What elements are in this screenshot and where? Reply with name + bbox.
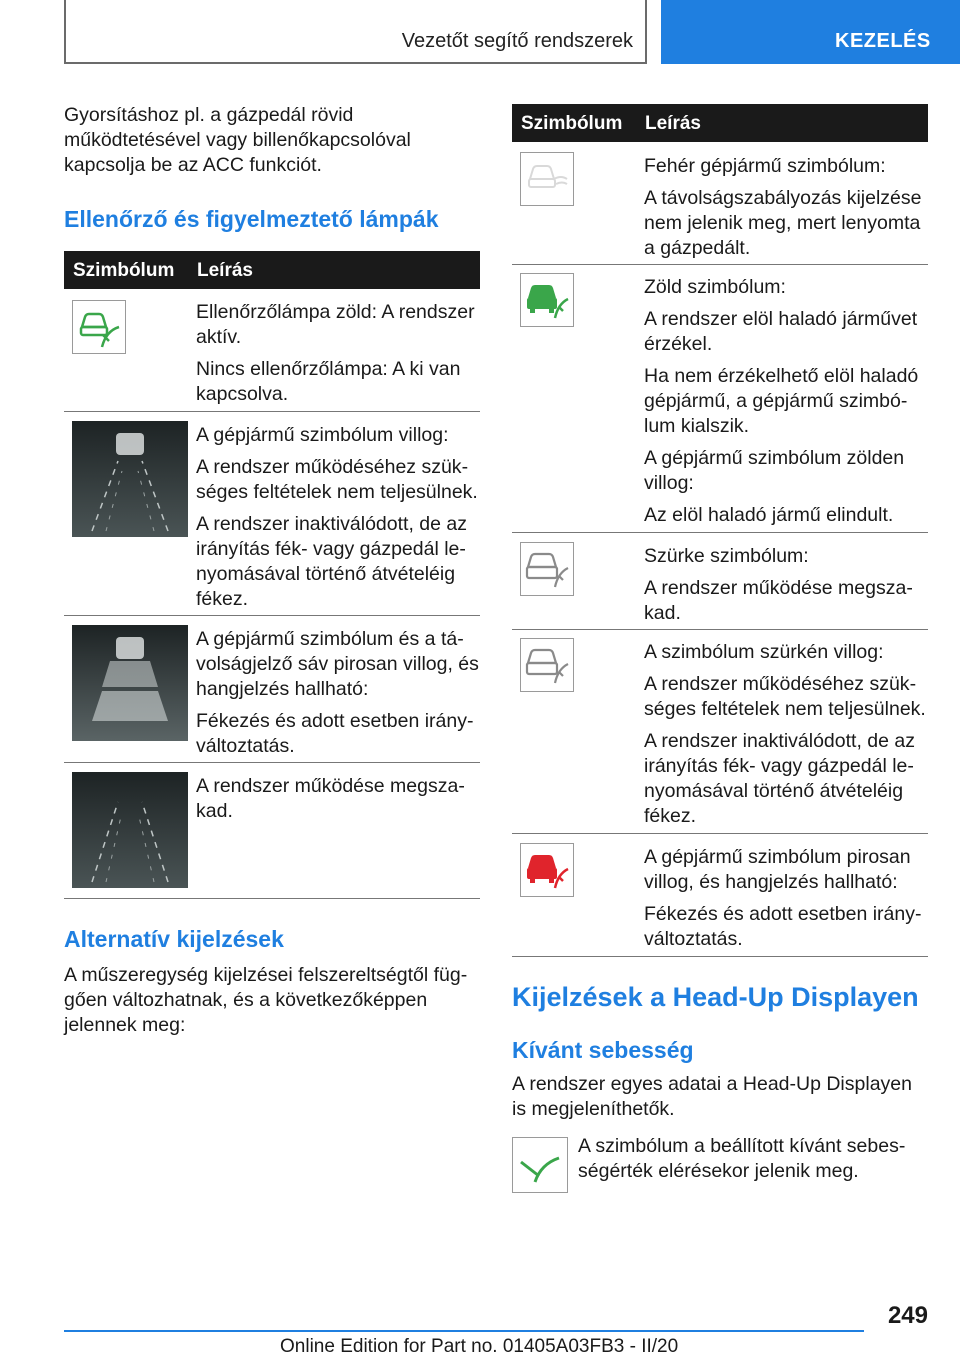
acc-white-car-icon <box>520 152 574 206</box>
right-row5-desc <box>644 845 926 959</box>
right-row4-desc <box>644 640 929 836</box>
left-row4-p1: A rendszer működése megszakad. <box>196 775 465 822</box>
right-row3-desc <box>644 544 926 633</box>
alt-paragraph: A műszeregység kijelzései felszereltségtől függően változhatnak, és a következőképpen jelennek meg: <box>64 964 468 1036</box>
left-row1-p1: Ellenőrzőlámpa zöld: A rendszer aktív. <box>196 301 475 348</box>
lane-display-image-red-band <box>72 625 188 741</box>
desired-speed-icon <box>512 1137 568 1193</box>
alt-heading: Alternatív kijelzések <box>64 926 284 952</box>
left-row4-desc <box>196 774 481 831</box>
desired-speed-symbol-text: A szimbólum a beállított kívánt sebességérték elérésekor jelenik meg. <box>578 1135 906 1182</box>
acc-gray-blinking-vehicle-icon <box>520 638 574 692</box>
right-row2-p4: A gépjármű szimbólum zölden villog: <box>644 447 905 494</box>
left-row1-desc <box>196 300 476 414</box>
header-chapter-box <box>661 0 960 64</box>
right-row2-p1: Zöld szimbólum: <box>644 276 786 298</box>
right-row1-desc <box>644 154 926 268</box>
lane-display-image-blinking-car <box>72 421 188 537</box>
hud-heading: Kijelzések a Head-Up Displayen <box>512 982 919 1012</box>
desired-speed-paragraph: A rendszer egyes adatai a Head-Up Displayen is megjeleníthetők. <box>512 1073 912 1120</box>
left-col-description: Leírás <box>197 260 253 281</box>
footer-rule <box>64 1330 864 1332</box>
right-row5-p1: A gépjármű szimbólum pirosan villog, és hangjelzés hallható: <box>644 846 911 893</box>
right-row4-p3: A rendszer inaktiválódott, de az irányítás fék- vagy gázpedál lenyomásával történő átvételéig fékez. <box>644 730 915 827</box>
right-row-divider <box>512 629 928 630</box>
left-row2-p3: A rendszer inaktiválódott, de az irányítás fék- vagy gázpedál lenyomásával történő átvételéig fékez. <box>196 513 467 610</box>
page-number: 249 <box>887 1302 928 1329</box>
header-chapter-title: KEZELÉS <box>835 30 931 52</box>
right-row2-p3: Ha nem érzékelhető elöl haladó gépjármű, a gépjármű szimbólum kialszik. <box>644 365 919 437</box>
right-col-description: Leírás <box>645 113 701 134</box>
right-row2-desc <box>644 275 926 535</box>
right-row4-p2: A rendszer működéséhez szükséges feltételek nem teljesülnek. <box>644 673 926 720</box>
left-row-divider <box>64 615 480 616</box>
left-row1-p2: Nincs ellenőrzőlámpa: A ki van kapcsolva. <box>196 358 461 405</box>
right-row-divider <box>512 532 928 533</box>
header-section-title: Vezetőt segítő rendszerek <box>401 30 633 52</box>
right-table-header <box>512 104 928 142</box>
footer-edition: Online Edition for Part no. 01405A03FB3 - II/20 <box>280 1336 679 1357</box>
left-row-divider <box>64 762 480 763</box>
left-col-symbol: Szimbólum <box>73 260 175 281</box>
right-row3-p1: Szürke szimbólum: <box>644 545 809 567</box>
desired-speed-heading: Kívánt sebesség <box>512 1037 694 1063</box>
lane-display-image-interrupted <box>72 772 188 888</box>
right-row2-p5: Az elöl haladó jármű elindult. <box>644 504 894 526</box>
right-row-divider <box>512 264 928 265</box>
right-row5-p2: Fékezés és adott esetben irányváltoztatás. <box>644 903 922 950</box>
acc-green-car-icon <box>72 300 126 354</box>
header-section-box <box>64 0 647 64</box>
left-row3-p2: Fékezés és adott esetben irányváltoztatás. <box>196 710 474 757</box>
right-row-divider <box>512 956 928 957</box>
left-row2-desc <box>196 423 481 619</box>
right-row-divider <box>512 833 928 834</box>
right-col-symbol: Szimbólum <box>521 113 623 134</box>
left-row-divider <box>64 898 480 899</box>
left-row3-desc <box>196 627 481 766</box>
left-row3-p1: A gépjármű szimbólum és a távolságjelző sáv pirosan villog, és hangjelzés hallható: <box>196 628 479 700</box>
acc-gray-vehicle-icon <box>520 542 574 596</box>
right-row1-p2: A távolságszabályozás kijelzése nem jelenik meg, mert lenyomta a gázpedált. <box>644 187 922 259</box>
left-row-divider <box>64 411 480 412</box>
left-row2-p2: A rendszer működéséhez szükséges feltételek nem teljesülnek. <box>196 456 478 503</box>
intro-paragraph: Gyorsításhoz pl. a gázpedál rövid működtetésével vagy billenőkapcsolóval kapcsolja be az ACC funkciót. <box>64 104 411 176</box>
left-row2-p1: A gépjármű szimbólum villog: <box>196 424 449 446</box>
left-table-header <box>64 251 480 289</box>
right-row1-p1: Fehér gépjármű szimbólum: <box>644 155 886 177</box>
right-row4-p1: A szimbólum szürkén villog: <box>644 641 884 663</box>
right-row3-p2: A rendszer működése megszakad. <box>644 577 913 624</box>
right-row2-p2: A rendszer elöl haladó járművet érzékel. <box>644 308 918 355</box>
acc-green-vehicle-icon <box>520 273 574 327</box>
acc-red-vehicle-icon <box>520 843 574 897</box>
lamps-heading: Ellenőrző és figyelmeztető lámpák <box>64 206 439 232</box>
